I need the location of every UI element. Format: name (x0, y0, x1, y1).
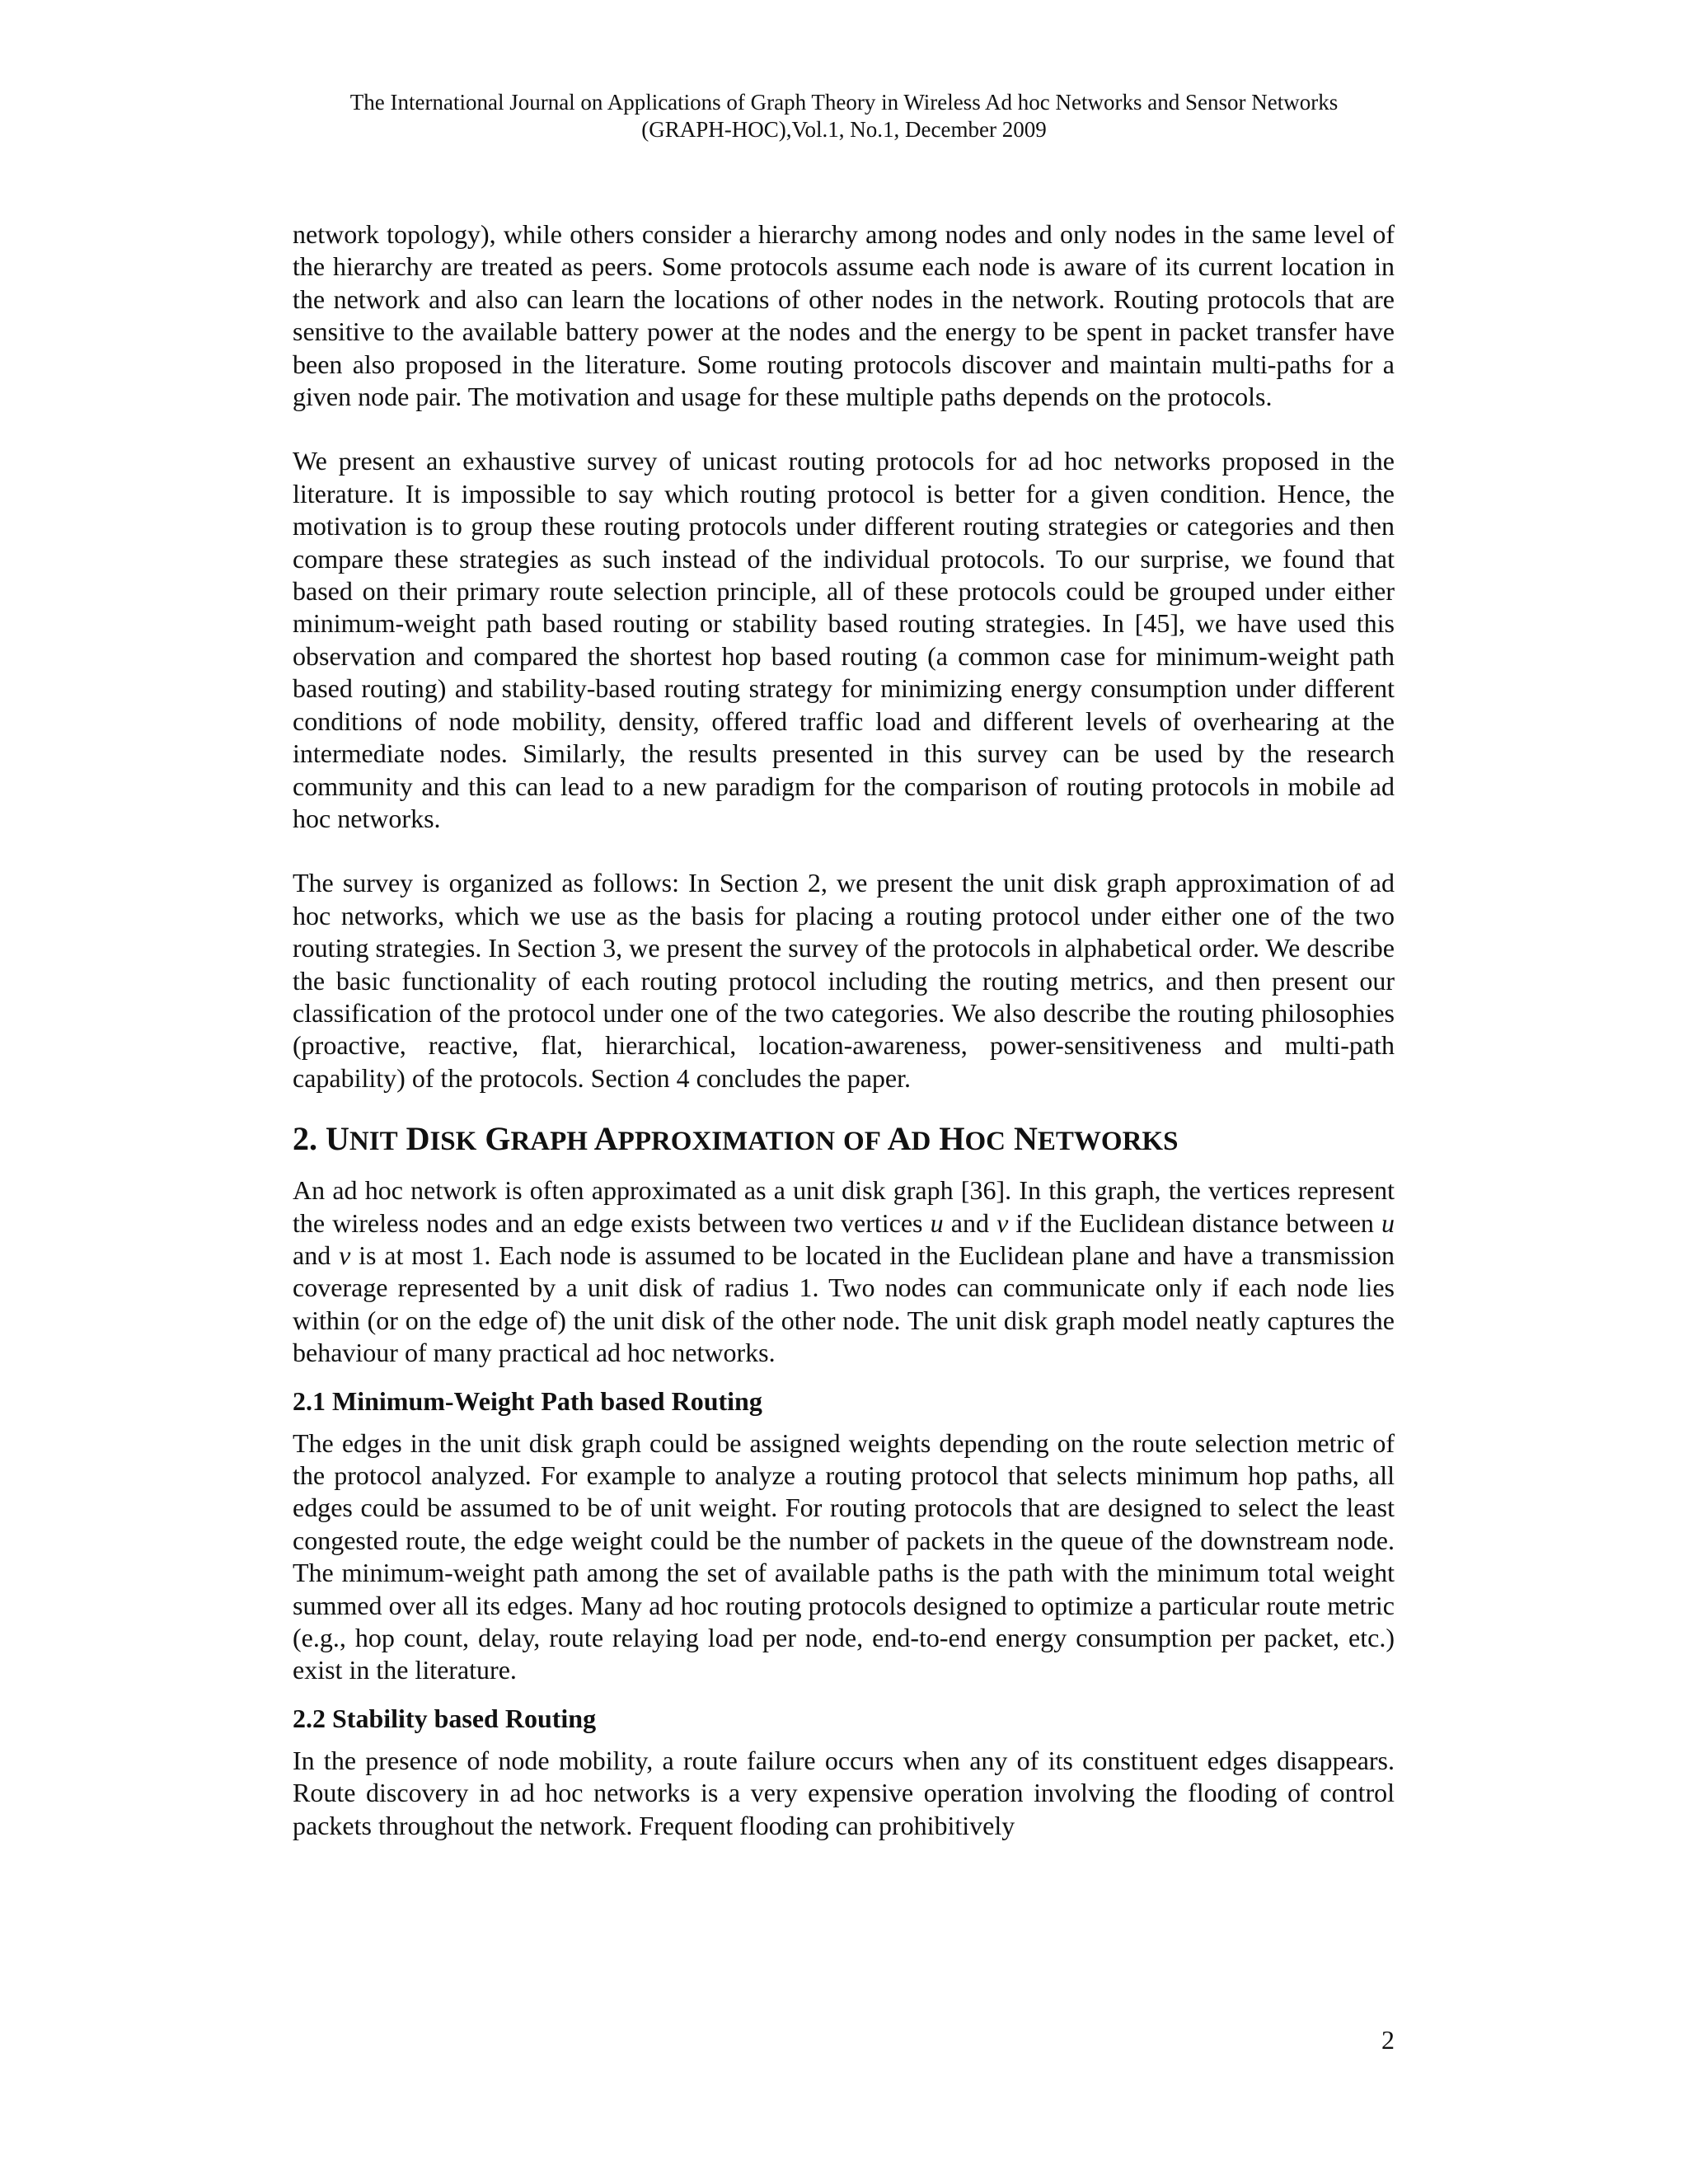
heading-word: UNIT (326, 1120, 398, 1158)
journal-header (247, 89, 1441, 143)
heading-word: DISK (406, 1120, 477, 1158)
heading-word: GRAPH (485, 1120, 588, 1158)
intro-paragraph-3: The survey is organized as follows: In Section 2, we present the unit disk graph approximation of ad hoc networks, which we use as the basis for placing a routing protocol under either one of the two routing strategies. In Section 3, we present the survey of the protocols in alphabetical order. We describe the basic functionality of each routing protocol including the routing metrics, and then present our classification of the protocol under one of the two categories. We also describe the routing philosophies (proactive, reactive, flat, hierarchical, location-awareness, power-sensitiveness and multi-path capability) of the protocols. Section 4 concludes the paper. (293, 868, 1395, 1093)
heading-word: OF (843, 1127, 881, 1157)
heading-word: AD (887, 1120, 931, 1158)
heading-word: HOC (939, 1120, 1006, 1158)
journal-header-line2: (GRAPH-HOC),Vol.1, No.1, December 2009 (641, 117, 1047, 142)
journal-header-line1: The International Journal on Applications of Graph Theory in Wireless Ad hoc Networks and Sensor Networks (349, 90, 1339, 115)
intro-paragraph-1: network topology), while others consider a hierarchy among nodes and only nodes in the same level of the hierarchy are treated as peers. Some protocols assume each node is aware of its current location in the network and also can learn the locations of other nodes in the network. Routing protocols that are sensitive to the available battery power at the nodes and the energy to be spent in packet transfer have been also proposed in the literature. Some routing protocols discover and maintain multi-paths for a given node pair. The motivation and usage for these multiple paths depends on the protocols. (293, 219, 1395, 412)
section-2-1-heading: 2.1 Minimum-Weight Path based Routing (293, 1385, 762, 1416)
section-2-2-heading: 2.2 Stability based Routing (293, 1703, 597, 1733)
section-2-1-paragraph: The edges in the unit disk graph could be assigned weights depending on the route selection metric of the protocol analyzed. For example to analyze a routing protocol that selects minimum hop paths, all edges could be assumed to be of unit weight. For routing protocols that are designed to select the least congested route, the edge weight could be the number of packets in the queue of the downstream node. The minimum-weight path among the set of available paths is the path with the minimum total weight summed over all its edges. Many ad hoc routing protocols designed to optimize a particular route metric (e.g., hop count, delay, route relaying load per node, end-to-end energy consumption per packet, etc.) exist in the literature. (293, 1427, 1395, 1685)
section-2-2-paragraph: In the presence of node mobility, a route failure occurs when any of its constituent edges disappears. Route discovery in ad hoc networks is a very expensive operation involving the flooding of control packets throughout the network. Frequent flooding can prohibitively (293, 1745, 1395, 1840)
heading-word: APPROXIMATION (593, 1120, 836, 1158)
intro-paragraph-2: We present an exhaustive survey of unicast routing protocols for ad hoc networks proposed in the literature. It is impossible to say which routing protocol is better for a given condition. Hence, the motivation is to group these routing protocols under different routing strategies or categories and then compare these strategies as such instead of the individual protocols. To our surprise, we found that based on their primary route selection principle, all of these protocols could be grouped under either minimum-weight path based routing or stability based routing strategies. In [45], we have used this observation and compared the shortest hop based routing (a common case for minimum-weight path based routing) and stability-based routing strategy for minimizing energy consumption under different conditions of node mobility, density, offered traffic load and different levels of overhearing at the intermediate nodes. Similarly, the results presented in this survey can be used by the research community and this can lead to a new paradigm for the comparison of routing protocols in mobile ad hoc networks. (293, 446, 1395, 833)
section-2-number: 2. (293, 1120, 317, 1158)
section-2-paragraph: An ad hoc network is often approximated as a unit disk graph [36]. In this graph, the vertices represent the wireless nodes and an edge exists between two vertices u and v if the Euclidean distance between u and v is at most 1. Each node is assumed to be located in the Euclidean plane and have a transmission coverage represented by a unit disk of radius 1. Two nodes can communicate only if each node lies within (or on the edge of) the unit disk of the other node. The unit disk graph model neatly captures the behaviour of many practical ad hoc networks. (293, 1175, 1395, 1368)
page-body (293, 218, 1395, 1842)
page-number: 2 (1381, 2025, 1395, 2055)
section-2-heading (293, 1119, 1395, 1161)
heading-word: NETWORKS (1014, 1120, 1179, 1158)
